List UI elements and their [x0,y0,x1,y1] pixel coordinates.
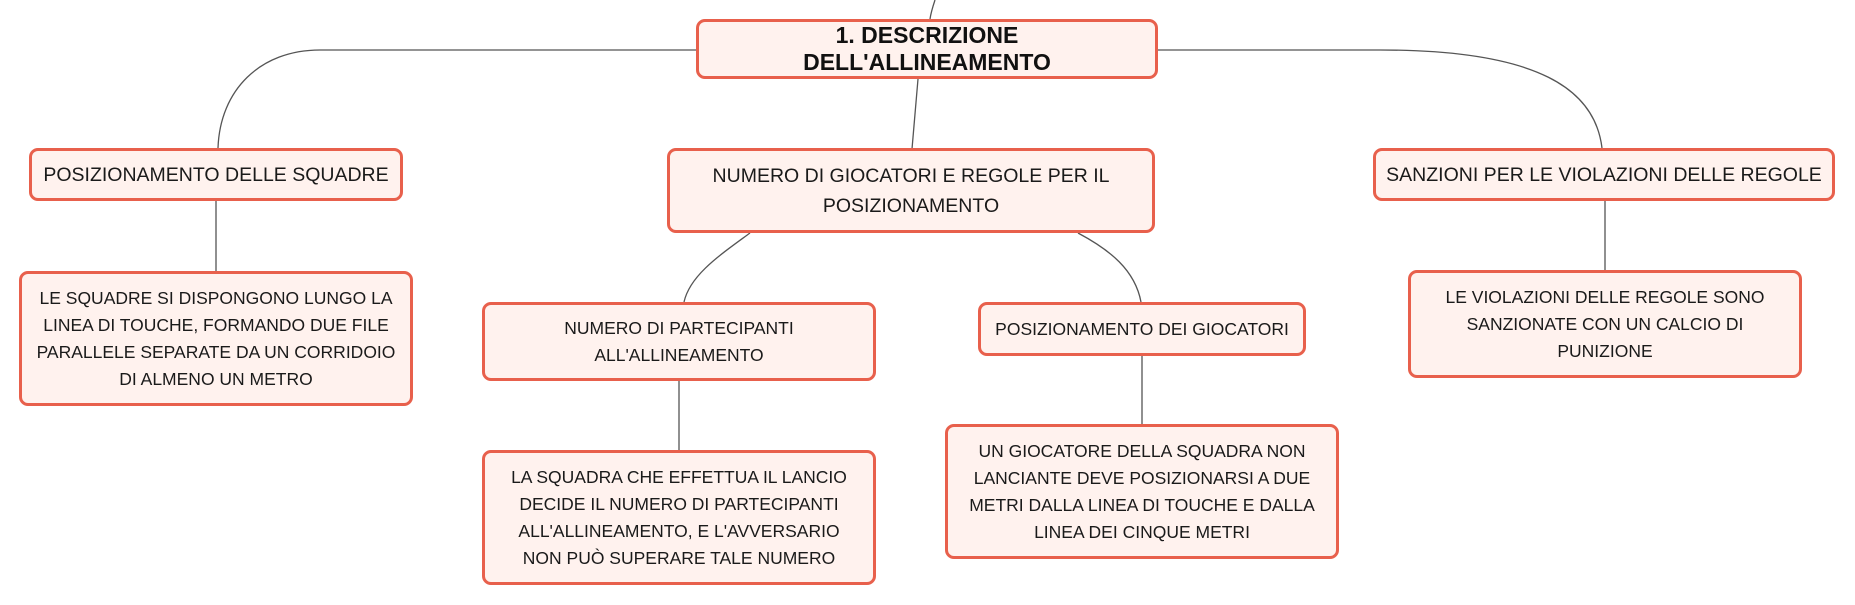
detail-sanctions-text: LE VIOLAZIONI DELLE REGOLE SONO SANZIONATE CON UN CALCIO DI PUNIZIONE [1445,286,1765,361]
subtopic-participants-label: NUMERO DI PARTECIPANTI ALL'ALLINEAMENTO [564,317,794,365]
connector-root-to-sanctions [1157,50,1602,148]
root-topic-node[interactable] [696,19,1158,79]
subtopic-player-position[interactable] [978,302,1306,356]
subtopic-player-position-label: POSIZIONAMENTO DEI GIOCATORI [995,318,1289,339]
detail-player-position-text: UN GIOCATORE DELLA SQUADRA NON LANCIANTE DEVE POSIZIONARSI A DUE METRI DALLA LINEA DI TOUCHE E DALLA LINEA DEI CINQUE METRI [969,440,1315,542]
root-topic-label: 1. DESCRIZIONE DELL'ALLINEAMENTO [803,22,1051,75]
topic-sanctions[interactable] [1373,148,1835,201]
topic-players-and-rules[interactable] [667,148,1155,233]
detail-positioning-teams[interactable] [19,271,413,406]
topic-positioning-teams-label: POSIZIONAMENTO DELLE SQUADRE [43,163,389,186]
detail-sanctions[interactable] [1408,270,1802,378]
topic-sanctions-label: SANZIONI PER LE VIOLAZIONI DELLE REGOLE [1386,163,1822,186]
subtopic-participants[interactable] [482,302,876,381]
connector-players-rules-to-participants [684,233,750,302]
connector-root-to-players-rules [912,79,918,149]
connector-parent-to-root [930,0,935,19]
detail-participants[interactable] [482,450,876,585]
topic-players-and-rules-label: NUMERO DI GIOCATORI E REGOLE PER IL POSIZIONAMENTO [712,164,1110,217]
detail-participants-text: LA SQUADRA CHE EFFETTUA IL LANCIO DECIDE IL NUMERO DI PARTECIPANTI ALL'ALLINEAMENTO, E L'AVVERSARIO NON PUÒ SUPERARE TALE NUMERO [511,466,847,568]
topic-positioning-teams[interactable] [29,148,403,201]
detail-positioning-teams-text: LE SQUADRE SI DISPONGONO LUNGO LA LINEA DI TOUCHE, FORMANDO DUE FILE PARALLELE SEPARATE DA UN CORRIDOIO DI ALMENO UN METRO [36,287,396,389]
detail-player-position[interactable] [945,424,1339,559]
connector-root-to-positioning [218,50,698,148]
connector-players-rules-to-player-position [1078,233,1141,302]
